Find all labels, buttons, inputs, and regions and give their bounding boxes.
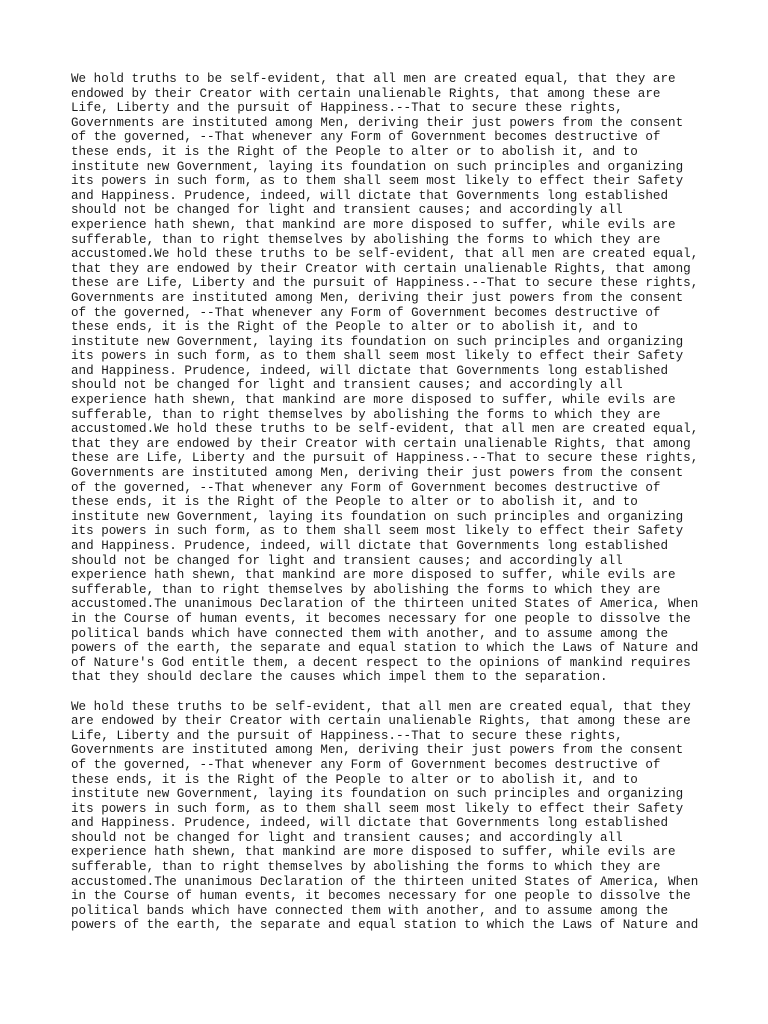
text-line: its powers in such form, as to them shall seem most likely to effect their Safety [71,801,684,816]
text-line: institute new Government, laying its foundation on such principles and organizing [71,787,684,802]
text-line: Governments are instituted among Men, deriving their just powers from the consent [71,466,684,481]
text-line: its powers in such form, as to them shall seem most likely to effect their Safety [71,524,684,539]
text-line: of the governed, --That whenever any Form of Government becomes destructive of [71,480,661,495]
text-line: these ends, it is the Right of the People to alter or to abolish it, and to [71,144,638,159]
text-line: and Happiness. Prudence, indeed, will dictate that Governments long established [71,539,669,553]
text-line: experience hath shewn, that mankind are more disposed to suffer, while evils are [71,217,676,232]
text-line: institute new Government, laying its foundation on such principles and organizing [71,159,684,174]
text-line: its powers in such form, as to them shall seem most likely to effect their Safety [71,349,684,364]
text-line: We hold these truths to be self-evident, that all men are created equal, that they [71,699,691,714]
paragraph-2 [71,700,711,934]
text-line: sufferable, than to right themselves by abolishing the forms to which they are [71,232,661,247]
text-line: should not be changed for light and transient causes; and accordingly all [71,830,623,845]
text-line: and Happiness. Prudence, indeed, will dictate that Governments long established [71,188,669,203]
text-line: are endowed by their Creator with certain unalienable Rights, that among these are [71,714,691,729]
text-line: Governments are instituted among Men, deriving their just powers from the consent [71,115,684,130]
text-line: experience hath shewn, that mankind are more disposed to suffer, while evils are [71,568,676,583]
text-line: and Happiness. Prudence, indeed, will dictate that Governments long established [71,363,669,378]
text-line: Life, Liberty and the pursuit of Happiness.--That to secure these rights, [71,728,623,743]
text-line: and Happiness. Prudence, indeed, will dictate that Governments long established [71,816,669,831]
text-line: sufferable, than to right themselves by abolishing the forms to which they are [71,860,661,875]
text-line: these are Life, Liberty and the pursuit of Happiness.--That to secure these rights, [71,276,699,291]
text-line: in the Course of human events, it becomes necessary for one people to dissolve the [71,611,691,626]
text-line: should not be changed for light and transient causes; and accordingly all [71,378,623,393]
text-line: that they should declare the causes which impel them to the separation. [71,670,608,685]
text-line: of the governed, --That whenever any Form of Government becomes destructive of [71,305,661,320]
text-line: political bands which have connected them with another, and to assume among the [71,626,669,641]
text-line: these ends, it is the Right of the People to alter or to abolish it, and to [71,772,638,787]
paragraph-gap [71,685,711,700]
text-line: accustomed.We hold these truths to be self-evident, that all men are created equal, [71,247,699,262]
text-line: accustomed.The unanimous Declaration of the thirteen united States of America, When [71,874,699,889]
text-line: of the governed, --That whenever any Form of Government becomes destructive of [71,130,661,145]
text-line: its powers in such form, as to them shall seem most likely to effect their Safety [71,174,684,189]
text-line: powers of the earth, the separate and equal station to which the Laws of Nature and [71,641,699,656]
text-line: sufferable, than to right themselves by abolishing the forms to which they are [71,582,661,597]
text-line: these are Life, Liberty and the pursuit of Happiness.--That to secure these rights, [71,451,699,466]
text-line: institute new Government, laying its foundation on such principles and organizing [71,509,684,524]
text-line: experience hath shewn, that mankind are more disposed to suffer, while evils are [71,845,676,860]
text-line: institute new Government, laying its foundation on such principles and organizing [71,334,684,349]
text-line: accustomed.The unanimous Declaration of the thirteen united States of America, When [71,597,699,612]
text-line: these ends, it is the Right of the People to alter or to abolish it, and to [71,495,638,510]
text-line: Governments are instituted among Men, deriving their just powers from the consent [71,743,684,758]
paragraph-1 [71,72,711,685]
text-line: that they are endowed by their Creator with certain unalienable Rights, that among [71,261,691,276]
text-line: Life, Liberty and the pursuit of Happiness.--That to secure these rights, [71,101,623,116]
text-line: these ends, it is the Right of the People to alter or to abolish it, and to [71,320,638,335]
text-line: of the governed, --That whenever any Form of Government becomes destructive of [71,757,661,772]
text-line: political bands which have connected them with another, and to assume among the [71,903,669,918]
text-line: We hold truths to be self-evident, that all men are created equal, that they are [71,72,676,86]
text-line: in the Course of human events, it becomes necessary for one people to dissolve the [71,889,691,904]
text-line: sufferable, than to right themselves by abolishing the forms to which they are [71,407,661,422]
text-line: experience hath shewn, that mankind are more disposed to suffer, while evils are [71,393,676,408]
text-line: accustomed.We hold these truths to be self-evident, that all men are created equal, [71,422,699,437]
text-line: endowed by their Creator with certain unalienable Rights, that among these are [71,86,661,101]
document-page [71,72,711,933]
text-line: powers of the earth, the separate and equal station to which the Laws of Nature and [71,918,699,933]
text-line: Governments are instituted among Men, deriving their just powers from the consent [71,290,684,305]
text-line: should not be changed for light and transient causes; and accordingly all [71,553,623,568]
text-line: that they are endowed by their Creator with certain unalienable Rights, that among [71,436,691,451]
text-line: should not be changed for light and transient causes; and accordingly all [71,203,623,218]
text-line: of Nature's God entitle them, a decent respect to the opinions of mankind requires [71,655,691,670]
